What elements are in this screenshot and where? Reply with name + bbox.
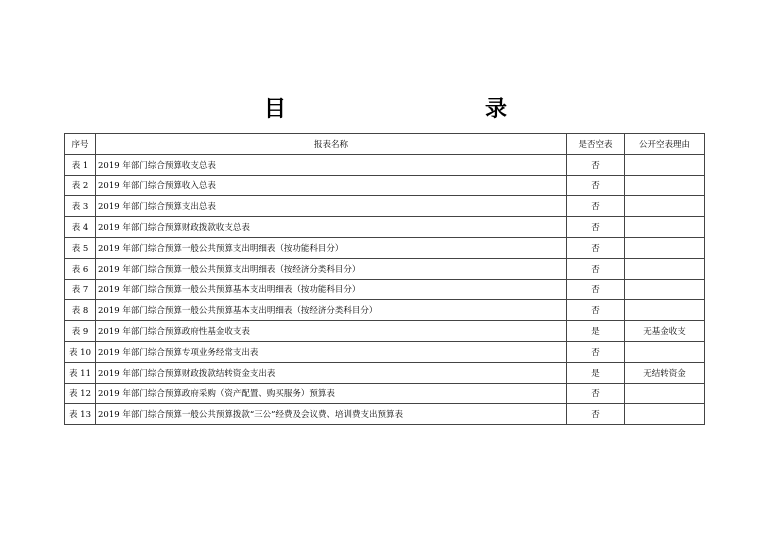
row-seq: 表 11: [65, 362, 96, 383]
table-row: [65, 258, 705, 279]
row-name: 2019 年部门综合预算政府性基金收支表: [96, 321, 567, 342]
page-title: [0, 92, 760, 122]
table-row: [65, 300, 705, 321]
row-name: 2019 年部门综合预算财政拨款收支总表: [96, 217, 567, 238]
row-seq: 表 10: [65, 341, 96, 362]
header-name: 报表名称: [96, 134, 567, 155]
row-seq: 表 7: [65, 279, 96, 300]
row-reason: 无基金收支: [625, 321, 705, 342]
row-reason: [625, 383, 705, 404]
row-empty: 否: [567, 404, 625, 425]
row-reason: [625, 258, 705, 279]
table-row: [65, 383, 705, 404]
row-empty: 是: [567, 362, 625, 383]
row-reason: [625, 175, 705, 196]
table-of-contents: [64, 133, 705, 425]
row-name: 2019 年部门综合预算一般公共预算基本支出明细表（按功能科目分）: [96, 279, 567, 300]
header-seq: 序号: [65, 134, 96, 155]
row-reason: 无结转资金: [625, 362, 705, 383]
table-row: [65, 362, 705, 383]
table-header-row: [65, 134, 705, 155]
row-name: 2019 年部门综合预算一般公共预算支出明细表（按经济分类科目分）: [96, 258, 567, 279]
row-empty: 否: [567, 154, 625, 175]
row-empty: 否: [567, 383, 625, 404]
table-row: [65, 154, 705, 175]
row-reason: [625, 154, 705, 175]
row-seq: 表 1: [65, 154, 96, 175]
row-seq: 表 4: [65, 217, 96, 238]
table-row: [65, 341, 705, 362]
row-seq: 表 13: [65, 404, 96, 425]
title-char-1: 目: [264, 97, 287, 122]
row-seq: 表 6: [65, 258, 96, 279]
row-empty: 否: [567, 217, 625, 238]
row-seq: 表 8: [65, 300, 96, 321]
row-empty: 是: [567, 321, 625, 342]
title-char-2: 录: [485, 97, 508, 122]
row-empty: 否: [567, 175, 625, 196]
row-reason: [625, 300, 705, 321]
table-row: [65, 279, 705, 300]
row-reason: [625, 196, 705, 217]
table-row: [65, 217, 705, 238]
row-seq: 表 12: [65, 383, 96, 404]
row-reason: [625, 237, 705, 258]
row-empty: 否: [567, 300, 625, 321]
row-name: 2019 年部门综合预算一般公共预算基本支出明细表（按经济分类科目分）: [96, 300, 567, 321]
table-row: [65, 321, 705, 342]
table-row: [65, 196, 705, 217]
table-row: [65, 237, 705, 258]
header-reason: 公开空表理由: [625, 134, 705, 155]
row-name: 2019 年部门综合预算一般公共预算拨款“三公”经费及会议费、培训费支出预算表: [96, 404, 567, 425]
row-name: 2019 年部门综合预算收支总表: [96, 154, 567, 175]
table-row: [65, 175, 705, 196]
row-name: 2019 年部门综合预算财政拨款结转资金支出表: [96, 362, 567, 383]
row-name: 2019 年部门综合预算支出总表: [96, 196, 567, 217]
row-seq: 表 9: [65, 321, 96, 342]
row-empty: 否: [567, 196, 625, 217]
row-seq: 表 5: [65, 237, 96, 258]
header-empty: 是否空表: [567, 134, 625, 155]
row-name: 2019 年部门综合预算收入总表: [96, 175, 567, 196]
row-seq: 表 3: [65, 196, 96, 217]
row-name: 2019 年部门综合预算专项业务经常支出表: [96, 341, 567, 362]
row-empty: 否: [567, 237, 625, 258]
table-row: [65, 404, 705, 425]
row-reason: [625, 217, 705, 238]
row-reason: [625, 341, 705, 362]
row-empty: 否: [567, 341, 625, 362]
row-seq: 表 2: [65, 175, 96, 196]
row-empty: 否: [567, 258, 625, 279]
row-reason: [625, 279, 705, 300]
row-name: 2019 年部门综合预算政府采购（资产配置、购买服务）预算表: [96, 383, 567, 404]
row-name: 2019 年部门综合预算一般公共预算支出明细表（按功能科目分）: [96, 237, 567, 258]
row-empty: 否: [567, 279, 625, 300]
row-reason: [625, 404, 705, 425]
